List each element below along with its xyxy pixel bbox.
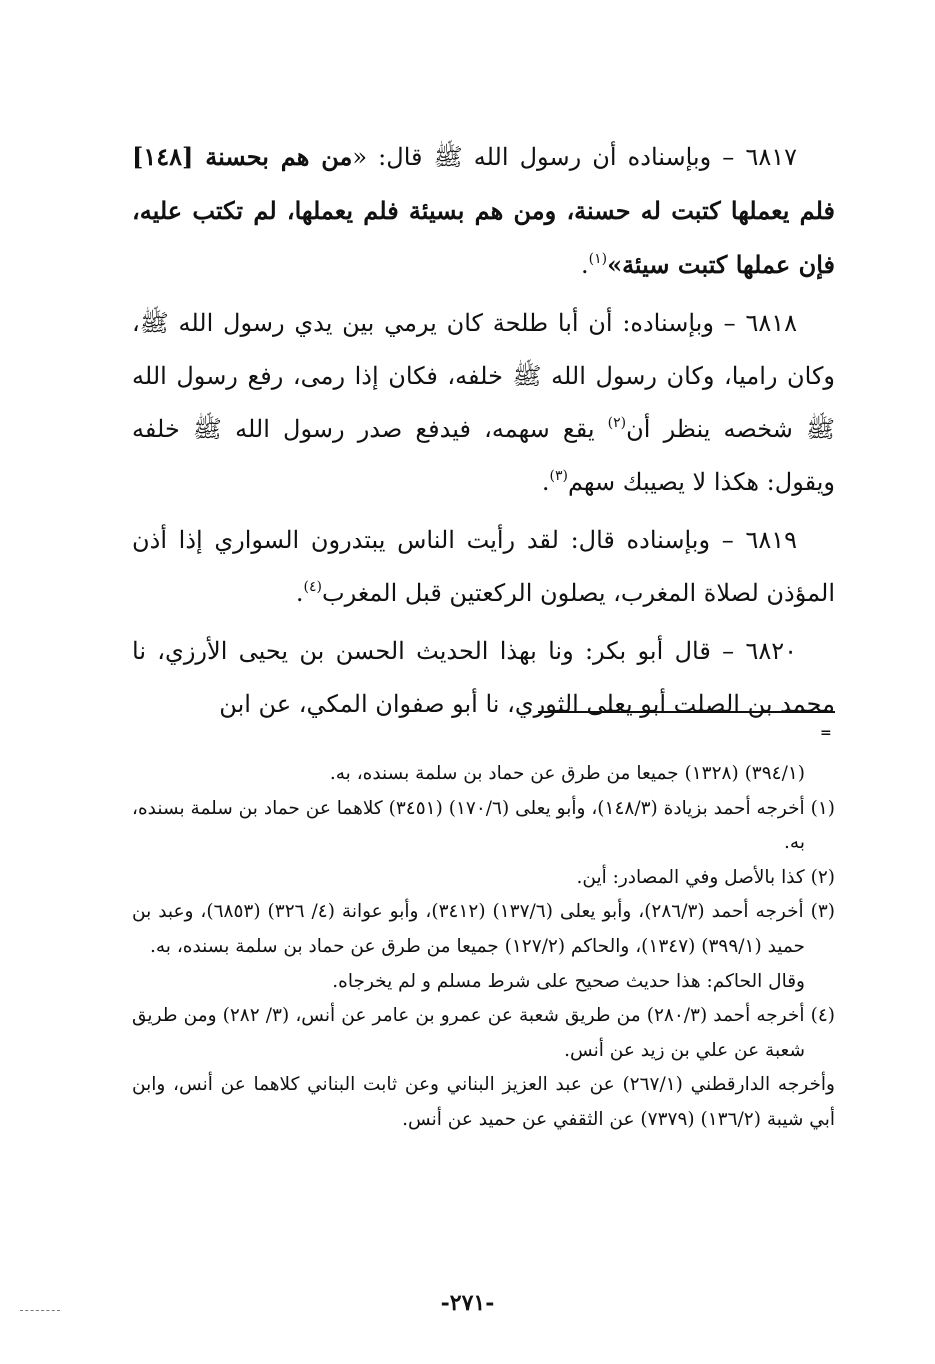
footnote-4-note: وأخرجه الدارقطني (٢٦٧/١) عن عبد العزيز البناني وعن ثابت البناني كلاهما عن أنس، وابن أبي شيبة (١٣٦/٢) (٧٣٧٩) عن الثقفي عن حميد عن أنس. [132,1074,835,1130]
hadith-6820-text: ٦٨٢٠ – قال أبو بكر: ونا بهذا الحديث الحسن بن يحيى الأرزي، نا محمد بن الصلت أبو يعلى الثوري، نا أبو صفوان المكي، عن ابن [132,637,835,718]
footnote-ref-1[interactable]: (١) [588,251,608,267]
hadith-6819-end: . [295,579,304,607]
footnote-3: (٣) أخرجه أحمد (٢٨٦/٣)، وأبو يعلى (١٣٧/٦) (٣٤١٢)، وأبو عوانة (٤/ ٣٢٦) (٦٨٥٣)، وعبد بن حميد (٣٩٩/١) (١٣٤٧)، والحاكم (١٢٧/٢) جميعا من طرق عن حماد بن سلمة بسنده، به. [132,901,835,957]
hadith-6817-matn: من هم بحسنة [١٤٨] فلم يعملها كتبت له حسنة، ومن هم بسيئة فلم يعملها، لم تكتب عليه، فإن عملها كتبت سيئة [132,142,835,279]
footnote-3-note: وقال الحاكم: هذا حديث صحيح على شرط مسلم و لم يخرجاه. [332,970,805,992]
hadith-6817-quote-close: » [607,250,623,279]
scan-artifact [20,1310,60,1311]
hadith-6818-text-b: يقع سهمه، فيدفع صدر رسول الله ﷺ خلفه ويقول: هكذا لا يصيبك سهم [132,415,835,496]
hadith-6818 [132,297,835,509]
hadith-6817-intro: ٦٨١٧ – وبإسناده أن رسول الله ﷺ قال: « [352,143,797,171]
footnote-2: (٢) كذا بالأصل وفي المصادر: أين. [576,866,835,888]
footnote-ref-2[interactable]: (٢) [607,415,627,431]
page-number: -٢٧١- [440,1290,495,1316]
hadith-6817-end: . [580,251,589,279]
main-text [132,130,835,736]
footnote-1: (١) أخرجه أحمد بزيادة (١٤٨/٣)، وأبو يعلى (١٧٠/٦) (٣٤٥١) كلاهما عن حماد بن سلمة بسنده، به. [132,797,835,854]
footnote-continuation: (٣٩٤/١) (١٣٢٨) جميعا من طرق عن حماد بن سلمة بسنده، به. [329,763,805,784]
hadith-6818-end: . [541,468,550,496]
hadith-6820 [132,625,835,731]
footnote-4: (٤) أخرجه أحمد (٢٨٠/٣) من طريق شعبة عن عمرو بن عامر عن أنس، (٣/ ٢٨٢) ومن طريق شعبة عن علي بن زيد عن أنس. [132,1005,835,1061]
footnote-separator [538,711,835,713]
continuation-marker: = [820,725,832,741]
hadith-6819 [132,514,835,620]
footnote-ref-3[interactable]: (٣) [549,468,568,484]
hadith-6819-text: ٦٨١٩ – وبإسناده قال: لقد رأيت الناس يبتدرون السواري إذا أذن المؤذن لصلاة المغرب، يصلون الركعتين قبل المغرب [132,526,835,607]
hadith-6818-text-a: ٦٨١٨ – وبإسناده: أن أبا طلحة كان يرمي بين يدي رسول الله ﷺ، وكان راميا، وكان رسول الله ﷺ خلفه، فكان إذا رمى، رفع رسول الله ﷺ شخصه ينظر أن [132,309,835,443]
hadith-6817 [132,130,835,292]
footnote-ref-4[interactable]: (٤) [303,579,323,595]
footnotes [132,757,835,1138]
